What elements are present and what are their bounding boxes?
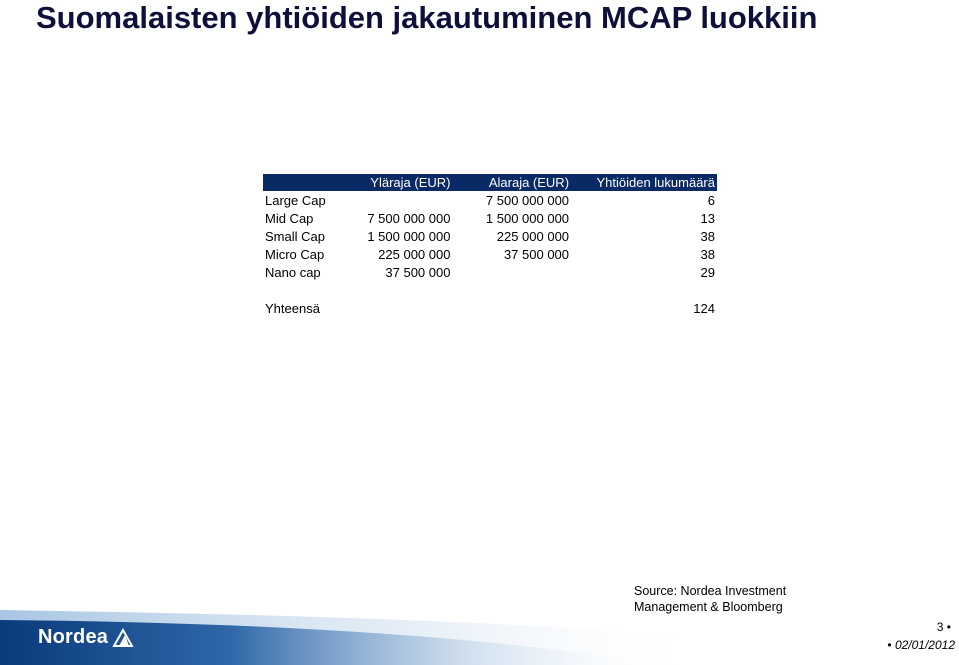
page-title: Suomalaisten yhtiöiden jakautuminen MCAP luokkiin [36, 0, 818, 35]
row-name: Small Cap [265, 228, 325, 244]
footer-band [0, 610, 959, 665]
date-value: 02/01/2012 [894, 638, 955, 652]
row-lower: 37 500 000 [503, 246, 570, 262]
table-total-row [263, 299, 717, 317]
page-number-value: 3 [936, 620, 944, 634]
row-lower: 1 500 000 000 [485, 210, 570, 226]
row-upper: 225 000 000 [378, 246, 451, 262]
table-row [263, 263, 717, 281]
bullet: • [887, 638, 892, 652]
page-number [937, 620, 951, 634]
table-row [263, 191, 717, 209]
row-upper: 7 500 000 000 [367, 210, 451, 226]
row-name: Mid Cap [265, 210, 314, 226]
total-value: 124 [693, 300, 715, 316]
table-header-row [263, 174, 717, 191]
mcap-table [263, 174, 717, 317]
row-count: 38 [700, 246, 715, 262]
row-lower: 7 500 000 000 [485, 192, 570, 208]
sail-icon [111, 628, 135, 648]
bullet: • [946, 620, 951, 634]
source-line-2: Management & Bloomberg [634, 600, 783, 614]
row-name: Large Cap [265, 192, 326, 208]
header-empty [263, 174, 351, 191]
header-upper: Yläraja (EUR) [351, 174, 453, 191]
header-lower: Alaraja (EUR) [452, 174, 571, 191]
footer-date [887, 638, 955, 652]
logo-text: Nordea [38, 626, 109, 648]
row-count: 6 [707, 192, 715, 208]
row-count: 13 [700, 210, 715, 226]
source-line-1: Source: Nordea Investment [634, 584, 787, 598]
header-count: Yhtiöiden lukumäärä [571, 174, 717, 191]
row-count: 38 [700, 228, 715, 244]
table-spacer [263, 281, 717, 299]
row-name: Nano cap [265, 264, 321, 280]
nordea-logo [38, 626, 135, 649]
row-lower: 225 000 000 [496, 228, 570, 244]
row-upper: 37 500 000 [385, 264, 451, 280]
footer-wave-graphic [0, 610, 959, 665]
row-count: 29 [700, 264, 715, 280]
row-upper: 1 500 000 000 [367, 228, 451, 244]
row-lower [452, 263, 571, 281]
row-upper [351, 191, 453, 209]
table-row [263, 209, 717, 227]
table-row [263, 245, 717, 263]
table-row [263, 227, 717, 245]
row-name: Micro Cap [265, 246, 325, 262]
total-label: Yhteensä [265, 300, 320, 316]
